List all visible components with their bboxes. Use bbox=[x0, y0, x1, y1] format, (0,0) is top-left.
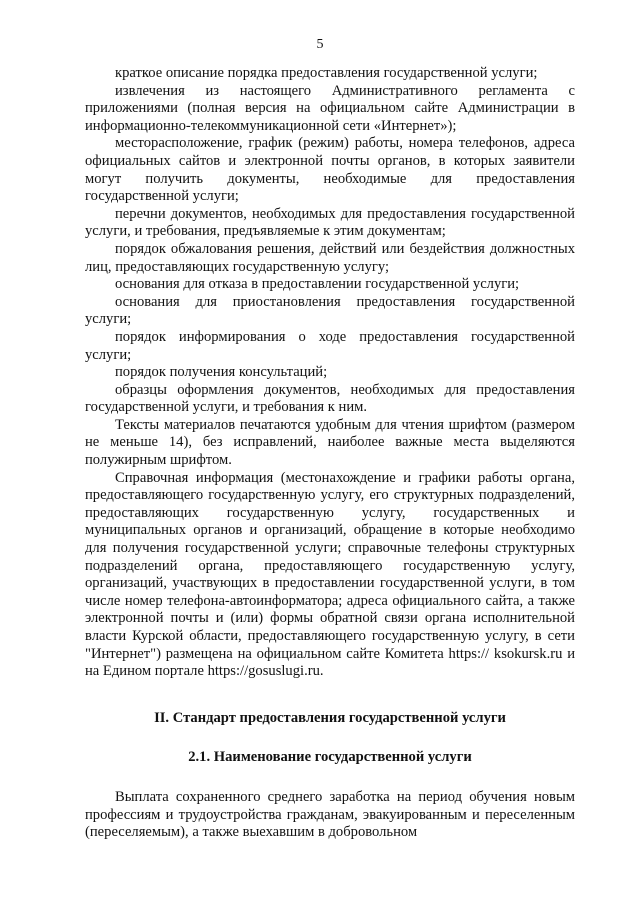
paragraph-regulation-excerpts: извлечения из настоящего Административного регламента с приложениями (полная версия на официальном сайте Администрации в информационно-телекоммуникационной сети «Интернет»); bbox=[85, 82, 575, 134]
paragraph-appeal-procedure: порядок обжалования решения, действий или бездействия должностных лиц, предоставляющих государственную услугу; bbox=[85, 240, 575, 275]
paragraph-refusal-grounds: основания для отказа в предоставлении государственной услуги; bbox=[115, 276, 520, 293]
paragraph-locations-schedule: месторасположение, график (режим) работы, номера телефонов, адреса официальных сайтов и электронной почты органов, в которых заявители могут получить документы, необходимые для предоставления государственной услуги; bbox=[85, 135, 575, 205]
section-heading: II. Стандарт предоставления государственной услуги bbox=[154, 709, 506, 726]
subsection-heading: 2.1. Наименование государственной услуги bbox=[188, 749, 472, 766]
paragraph-service-name: Выплата сохраненного среднего заработка на период обучения новым профессиям и трудоустройства гражданам, эвакуированным и переселенным (переселяемым), а также выехавшим в добровольном bbox=[85, 788, 575, 841]
paragraph-consultations: порядок получения консультаций; bbox=[115, 364, 328, 381]
paragraph-brief-description: краткое описание порядка предоставления государственной услуги; bbox=[115, 65, 538, 81]
document-body bbox=[85, 65, 575, 842]
paragraph-suspension-grounds: основания для приостановления предоставления государственной услуги; bbox=[85, 293, 575, 328]
page-number: 5 bbox=[316, 37, 324, 52]
paragraph-progress-informing: порядок информирования о ходе предоставления государственной услуги; bbox=[85, 328, 575, 363]
paragraph-reference-information: Справочная информация (местонахождение и графики работы органа, предоставляющего государственную услугу, его структурных подразделений, предоставляющих государственную услугу, государственных и муниципальных органов и организаций, обращение в которые необходимо для получения государственной услуги; справочные телефоны структурных подразделений органа, предоставляющего государственную услугу, организаций, участвующих в предоставлении государственной услуги, в том числе номер телефона-автоинформатора; адреса официального сайта, а также электронной почты и (или) формы обратной связи органа исполнительной власти Курской области, предоставляющего государственную услугу, в сети "Интернет") размещена на официальном сайте Комитета https:// ksokursk.ru и на Едином портале https://gosuslugi.ru. bbox=[85, 469, 575, 680]
paragraph-document-lists: перечни документов, необходимых для предоставления государственной услуги, и требования, предъявляемые к этим документам; bbox=[85, 205, 575, 240]
paragraph-document-samples: образцы оформления документов, необходимых для предоставления государственной услуги, и требования к ним. bbox=[85, 381, 575, 416]
paragraph-text-formatting: Тексты материалов печатаются удобным для чтения шрифтом (размером не меньше 14), без исправлений, наиболее важные места выделяются полужирным шрифтом. bbox=[85, 416, 575, 469]
